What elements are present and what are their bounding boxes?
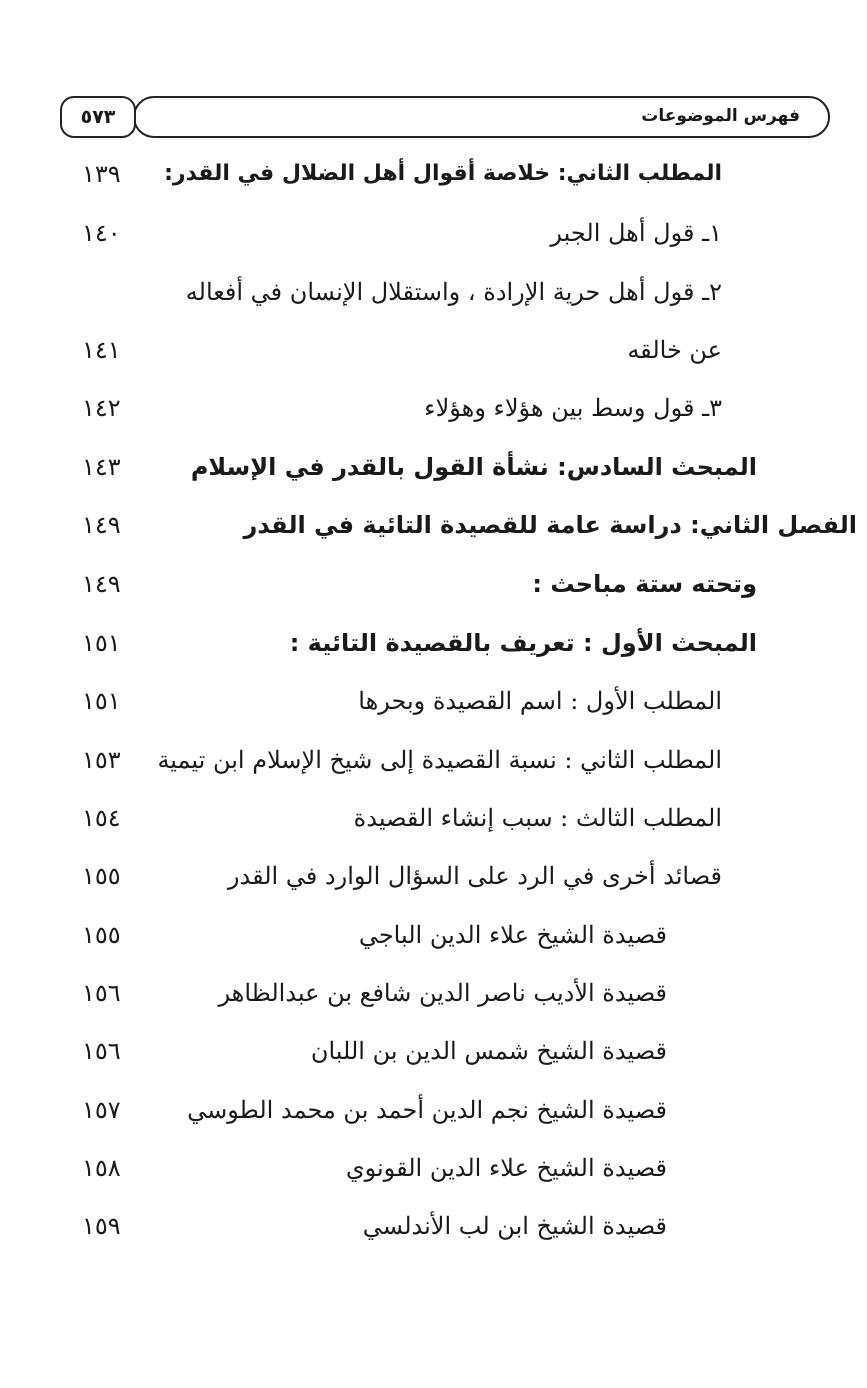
toc-entry: [0, 1202, 867, 1250]
toc-entry: [0, 1144, 867, 1192]
toc-entry: [0, 150, 867, 198]
toc-entry-title: ٣ـ قول وسط بين هؤلاء وهؤلاء: [424, 394, 722, 422]
toc-entry: [0, 501, 867, 549]
toc-entry-page: ١٥٧: [82, 1096, 121, 1124]
toc-entry: [0, 384, 867, 432]
toc-entry: [0, 1027, 867, 1075]
toc-entry-title: المطلب الثاني: خلاصة أقوال أهل الضلال في القدر:: [164, 161, 722, 186]
toc-entry-title: قصيدة الأديب ناصر الدين شافع بن عبدالظاهر: [218, 979, 667, 1007]
toc-entry-title: المطلب الثاني : نسبة القصيدة إلى شيخ الإسلام ابن تيمية: [157, 746, 722, 774]
toc-entry-title: وتحته ستة مباحث :: [532, 570, 757, 598]
toc-entry-page: ١٥٨: [82, 1154, 121, 1182]
toc-entry-title: قصيدة الشيخ علاء الدين الباجي: [358, 921, 667, 949]
toc-entry: [0, 969, 867, 1017]
toc-entry-page: ١٥٤: [82, 804, 121, 832]
toc-entry-page: ١٥٦: [82, 979, 121, 1007]
toc-entry: [0, 268, 867, 316]
page-number: ٥٧٣: [80, 106, 116, 128]
toc-entry-title: المبحث السادس: نشأة القول بالقدر في الإسلام: [190, 453, 757, 481]
toc-entry-title: قصيدة الشيخ علاء الدين القونوي: [345, 1154, 667, 1182]
toc-entry-page: ١٤١: [82, 336, 121, 364]
toc-entry-page: ١٥٥: [82, 862, 121, 890]
toc-entry-title: المبحث الأول : تعريف بالقصيدة التائية :: [289, 629, 757, 657]
toc-entry-page: ١٤٩: [82, 511, 121, 539]
toc-entry-title: قصيدة الشيخ شمس الدين بن اللبان: [310, 1037, 667, 1065]
toc-entry-page: ١٥٥: [82, 921, 121, 949]
toc-entry-title: الفصل الثاني: دراسة عامة للقصيدة التائية في القدر: [243, 511, 857, 539]
toc-entry: [0, 209, 867, 257]
toc-entry-title: قصائد أخرى في الرد على السؤال الوارد في القدر: [227, 862, 722, 890]
toc-entry-page: ١٥٣: [82, 746, 121, 774]
toc-entry: [0, 677, 867, 725]
toc-entry-title: المطلب الثالث : سبب إنشاء القصيدة: [353, 804, 722, 832]
toc-entry: [0, 911, 867, 959]
toc-entry-page: ١٥١: [82, 687, 121, 715]
toc-entry-page: ١٤٣: [82, 453, 121, 481]
toc-entry: [0, 794, 867, 842]
toc-entry-title: ٢ـ قول أهل حرية الإرادة ، واستقلال الإنسان في أفعاله: [185, 278, 722, 306]
toc-entry-page: ١٤٩: [82, 570, 121, 598]
toc-entry-title: قصيدة الشيخ نجم الدين أحمد بن محمد الطوسي: [187, 1096, 667, 1124]
toc-entry-page: ١٥٦: [82, 1037, 121, 1065]
toc-entry: [0, 852, 867, 900]
toc-entry: [0, 326, 867, 374]
toc-entry-title: ١ـ قول أهل الجبر: [550, 219, 722, 247]
toc-entry-title: المطلب الأول : اسم القصيدة وبحرها: [358, 687, 722, 715]
toc-entry-page: ١٤٠: [82, 219, 121, 247]
toc-entry-title: عن خالقه: [627, 336, 722, 364]
toc-entry-page: ١٥٩: [82, 1212, 121, 1240]
toc-entry: [0, 443, 867, 491]
toc-entry-page: ١٣٩: [82, 160, 121, 188]
toc-entry-title: قصيدة الشيخ ابن لب الأندلسي: [362, 1212, 667, 1240]
toc-entry: [0, 619, 867, 667]
header-title: فهرس الموضوعات: [641, 106, 800, 126]
toc-entry-page: ١٤٢: [82, 394, 121, 422]
toc-entry: [0, 736, 867, 784]
toc-entry-page: ١٥١: [82, 629, 121, 657]
toc-entry: [0, 1086, 867, 1134]
toc-entry: [0, 560, 867, 608]
